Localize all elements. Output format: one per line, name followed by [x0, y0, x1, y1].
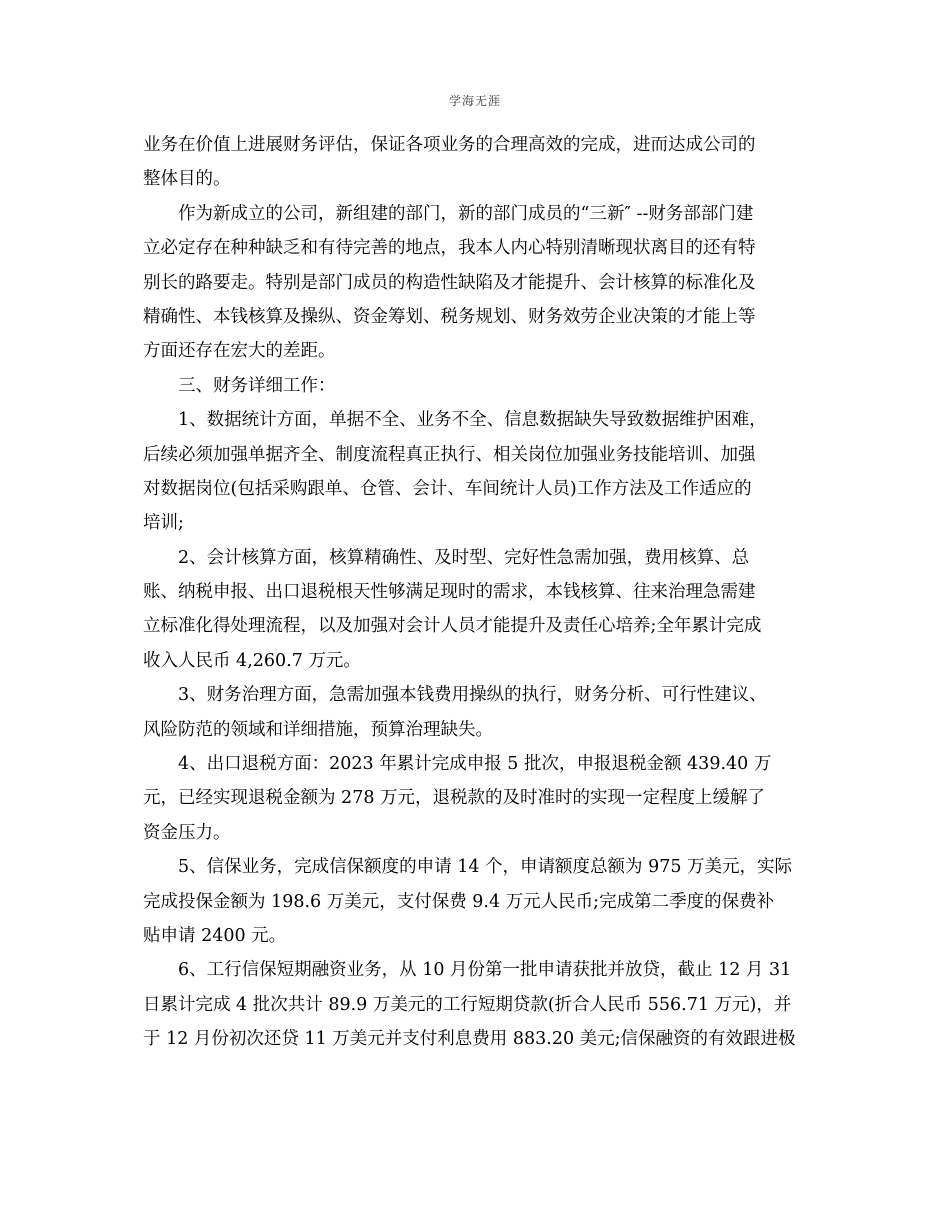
text-line: 培训;: [143, 513, 184, 534]
text-line: 2、会计核算方面，核算精确性、及时型、完好性急需加强，费用核算、总: [178, 547, 750, 568]
text-line: 收入人民币 4,260.7 万元。: [143, 650, 361, 671]
page-header: 学海无涯: [448, 94, 501, 108]
paragraph: [143, 850, 813, 953]
text-line: 3、财务治理方面，急需加强本钱费用操纵的执行，财务分析、可行性建议、: [178, 685, 767, 706]
paragraph: [143, 747, 813, 850]
text-line: 贴申请 2400 元。: [143, 925, 287, 946]
text-line: 资金压力。: [143, 822, 231, 843]
text-line: 立必定存在种种缺乏和有待完善的地点，我本人内心特别清晰现状离目的还有特: [143, 238, 756, 259]
text-line: 别长的路要走。特别是部门成员的构造性缺陷及才能提升、会计核算的标准化及: [143, 272, 756, 293]
text-line: 整体目的。: [143, 169, 231, 190]
text-line: 后续必须加强单据齐全、制度流程真正执行、相关岗位加强业务技能培训、加强: [143, 444, 756, 465]
paragraph: [143, 541, 813, 679]
text-line: 6、工行信保短期融资业务，从 10 月份第一批申请获批并放贷，截止 12 月 31: [178, 960, 792, 981]
text-line: 业务在价值上进展财务评估，保证各项业务的合理高效的完成，进而达成公司的: [143, 135, 756, 155]
text-line: 1、数据统计方面，单据不全、业务不全、信息数据缺失导致数据维护困难，: [178, 410, 767, 431]
text-line: 5、信保业务，完成信保额度的申请 14 个，申请额度总额为 975 万美元，实际: [178, 857, 793, 878]
document-body: [143, 128, 813, 1057]
text-line: 4、出口退税方面：2023 年累计完成申报 5 批次，申报退税金额 439.40 万: [178, 754, 772, 775]
text-line: 于 12 月份初次还贷 11 万美元并支付利息费用 883.20 美元;信保融资的有效跟进极: [143, 1029, 796, 1050]
text-line: 立标准化得处理流程，以及加强对会计人员才能提升及责任心培养;全年累计完成: [143, 616, 762, 637]
text-line: 元，已经实现退税金额为 278 万元，退税款的及时准时的实现一定程度上缓解了: [143, 788, 766, 809]
text-line: 三、财务详细工作：: [178, 375, 336, 396]
paragraph: [143, 678, 813, 747]
text-line: 完成投保金额为 198.6 万美元，支付保费 9.4 万元人民币;完成第二季度的保费补: [143, 891, 775, 912]
section-heading: [143, 369, 813, 403]
paragraph: [143, 197, 813, 369]
paragraph: [143, 128, 813, 197]
text-line: 方面还存在宏大的差距。: [143, 341, 336, 362]
text-line: 精确性、本钱核算及操纵、资金筹划、税务规划、财务效劳企业决策的才能上等: [143, 306, 756, 327]
text-line: 对数据岗位(包括采购跟单、仓管、会计、车间统计人员)工作方法及工作适应的: [143, 478, 752, 499]
text-line: 作为新成立的公司，新组建的部门，新的部门成员的“三新″ --财务部部门建: [178, 203, 754, 224]
text-line: 账、纳税申报、出口退税根天性够满足现时的需求，本钱核算、往来治理急需建: [143, 582, 756, 603]
paragraph: [143, 953, 813, 1056]
text-line: 日累计完成 4 批次共计 89.9 万美元的工行短期贷款(折合人民币 556.71 万元)，并: [143, 994, 792, 1015]
paragraph: [143, 403, 813, 541]
text-line: 风险防范的领域和详细措施，预算治理缺失。: [143, 719, 493, 740]
